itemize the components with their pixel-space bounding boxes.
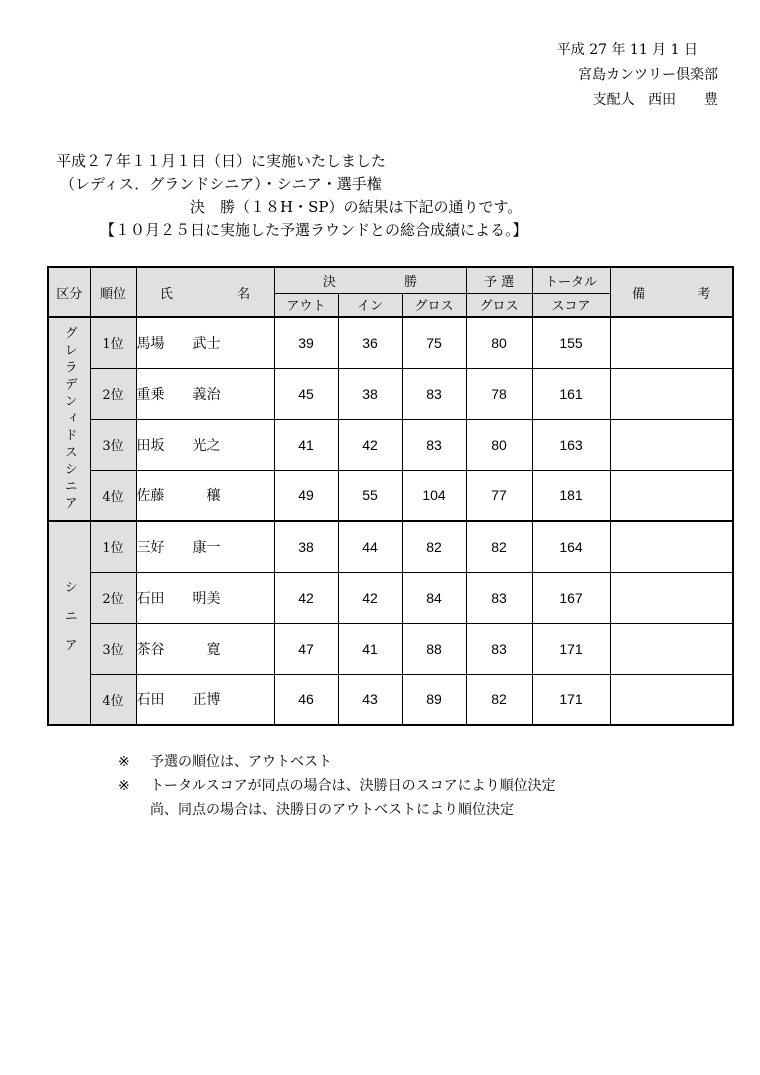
header-name-part-2: 名 [237,286,251,302]
remarks-cell [610,521,733,572]
note-3-text: 尚、同点の場合は、決勝日のアウトベストにより順位決定 [150,802,514,818]
note-3 [118,798,556,822]
gross-score: 104 [402,470,466,521]
remarks-cell [610,470,733,521]
header-name [136,267,274,317]
family-name: 茶谷 [136,641,165,658]
prelim-score: 83 [466,572,532,623]
name-cell [136,572,274,623]
header-final-part-1: 決 [322,274,336,290]
out-score: 47 [274,623,338,674]
intro-line-1: 平成２７年１１月１日（日）に実施いたしました [56,152,387,170]
name-cell [136,419,274,470]
prelim-score: 80 [466,317,532,368]
out-score: 46 [274,674,338,725]
gross-score: 88 [402,623,466,674]
table-row [48,674,733,725]
gross-score: 83 [402,419,466,470]
prelim-score: 82 [466,521,532,572]
header-total-2: スコア [532,293,610,317]
intro-line-3: 決 勝（１８H・SP）の結果は下記の通りです。 [190,198,523,216]
total-score: 163 [532,419,610,470]
table-row [48,368,733,419]
manager-signature [548,88,718,113]
remarks-cell [610,368,733,419]
intro-text [52,150,692,242]
group-senior [48,521,733,725]
prelim-score: 78 [466,368,532,419]
header-remarks-part-2: 考 [697,286,711,302]
in-score: 55 [338,470,402,521]
in-score: 44 [338,521,402,572]
given-name: 明美 [192,590,221,607]
given-name: 義治 [192,386,221,403]
out-score: 39 [274,317,338,368]
gross-score: 83 [402,368,466,419]
rank-cell: 4位 [90,470,136,521]
club-name: 宮島カンツリー倶楽部 [578,67,718,83]
gross-score: 82 [402,521,466,572]
notes-section [118,750,556,822]
out-score: 45 [274,368,338,419]
remarks-cell [610,572,733,623]
note-mark: ※ [118,754,130,770]
name-cell [136,521,274,572]
header-total-1: トータル [532,267,610,293]
results-table [47,266,734,726]
header-remarks [610,267,733,317]
total-score: 164 [532,521,610,572]
name-cell [136,317,274,368]
name-cell [136,623,274,674]
total-score: 161 [532,368,610,419]
given-name: 穰 [206,488,221,505]
total-score: 171 [532,623,610,674]
name-cell [136,470,274,521]
in-score: 43 [338,674,402,725]
rank-cell: 4位 [90,674,136,725]
note-2-text: トータルスコアが同点の場合は、決勝日のスコアにより順位決定 [150,778,556,794]
family-name: 石田 [136,590,165,607]
note-2 [118,774,556,798]
header-name-part-1: 氏 [159,286,173,302]
header-division: 区分 [48,267,90,317]
given-name: 康一 [192,539,221,556]
out-score: 41 [274,419,338,470]
prelim-score: 82 [466,674,532,725]
table-header [48,267,733,317]
table-row [48,419,733,470]
rank-cell: 1位 [90,317,136,368]
in-score: 36 [338,317,402,368]
division-cell [48,317,90,521]
header-out: アウト [274,293,338,317]
table-row [48,317,733,368]
given-name: 寛 [206,641,221,658]
given-name: 光之 [192,437,221,454]
in-score: 42 [338,419,402,470]
family-name: 田坂 [136,437,165,454]
remarks-cell [610,623,733,674]
note-mark: ※ [118,778,130,794]
name-cell [136,674,274,725]
given-name: 武士 [192,335,221,352]
total-score: 155 [532,317,610,368]
family-name: 重乗 [136,386,165,403]
rank-cell: 1位 [90,521,136,572]
rank-cell: 3位 [90,623,136,674]
total-score: 181 [532,470,610,521]
rank-cell: 2位 [90,572,136,623]
rank-cell: 2位 [90,368,136,419]
header-prelim-gross: グロス [466,293,532,317]
table-row [48,623,733,674]
out-score: 38 [274,521,338,572]
header-rank: 順位 [90,267,136,317]
table-row [48,521,733,572]
out-score: 42 [274,572,338,623]
family-name: 佐藤 [136,488,165,505]
division-label: シニア [61,579,77,667]
header-final [274,267,466,293]
division-label: グレラデンィドスシニア [61,325,77,513]
header-in: イン [338,293,402,317]
note-1 [118,750,556,774]
document-header [548,38,718,113]
gross-score: 84 [402,572,466,623]
intro-line-2: （レディス．グランドシニア）・シニア・選手権 [60,175,382,193]
prelim-score: 83 [466,623,532,674]
document-date: 平成 27 年 11 月 1 日 [556,42,698,58]
family-name: 三好 [136,539,165,556]
manager-name: 西田 豊 [648,92,718,108]
given-name: 正博 [192,692,221,709]
table-row [48,470,733,521]
out-score: 49 [274,470,338,521]
rank-cell: 3位 [90,419,136,470]
remarks-cell [610,674,733,725]
table-row [48,572,733,623]
prelim-score: 80 [466,419,532,470]
group-grand-senior [48,317,733,521]
total-score: 167 [532,572,610,623]
note-1-text: 予選の順位は、アウトベスト [150,754,332,770]
prelim-score: 77 [466,470,532,521]
header-gross: グロス [402,293,466,317]
header-final-part-2: 勝 [404,274,418,290]
name-cell [136,368,274,419]
division-cell [48,521,90,725]
family-name: 馬場 [136,335,165,352]
in-score: 42 [338,572,402,623]
remarks-cell [610,419,733,470]
header-prelim: 予 選 [466,267,532,293]
header-remarks-part-1: 備 [632,286,646,302]
remarks-cell [610,317,733,368]
intro-line-4: 【１０月２５日に実施した予選ラウンドとの総合成績による。】 [100,221,528,239]
total-score: 171 [532,674,610,725]
gross-score: 75 [402,317,466,368]
in-score: 41 [338,623,402,674]
family-name: 石田 [136,692,165,709]
gross-score: 89 [402,674,466,725]
manager-title: 支配人 [592,92,635,108]
in-score: 38 [338,368,402,419]
